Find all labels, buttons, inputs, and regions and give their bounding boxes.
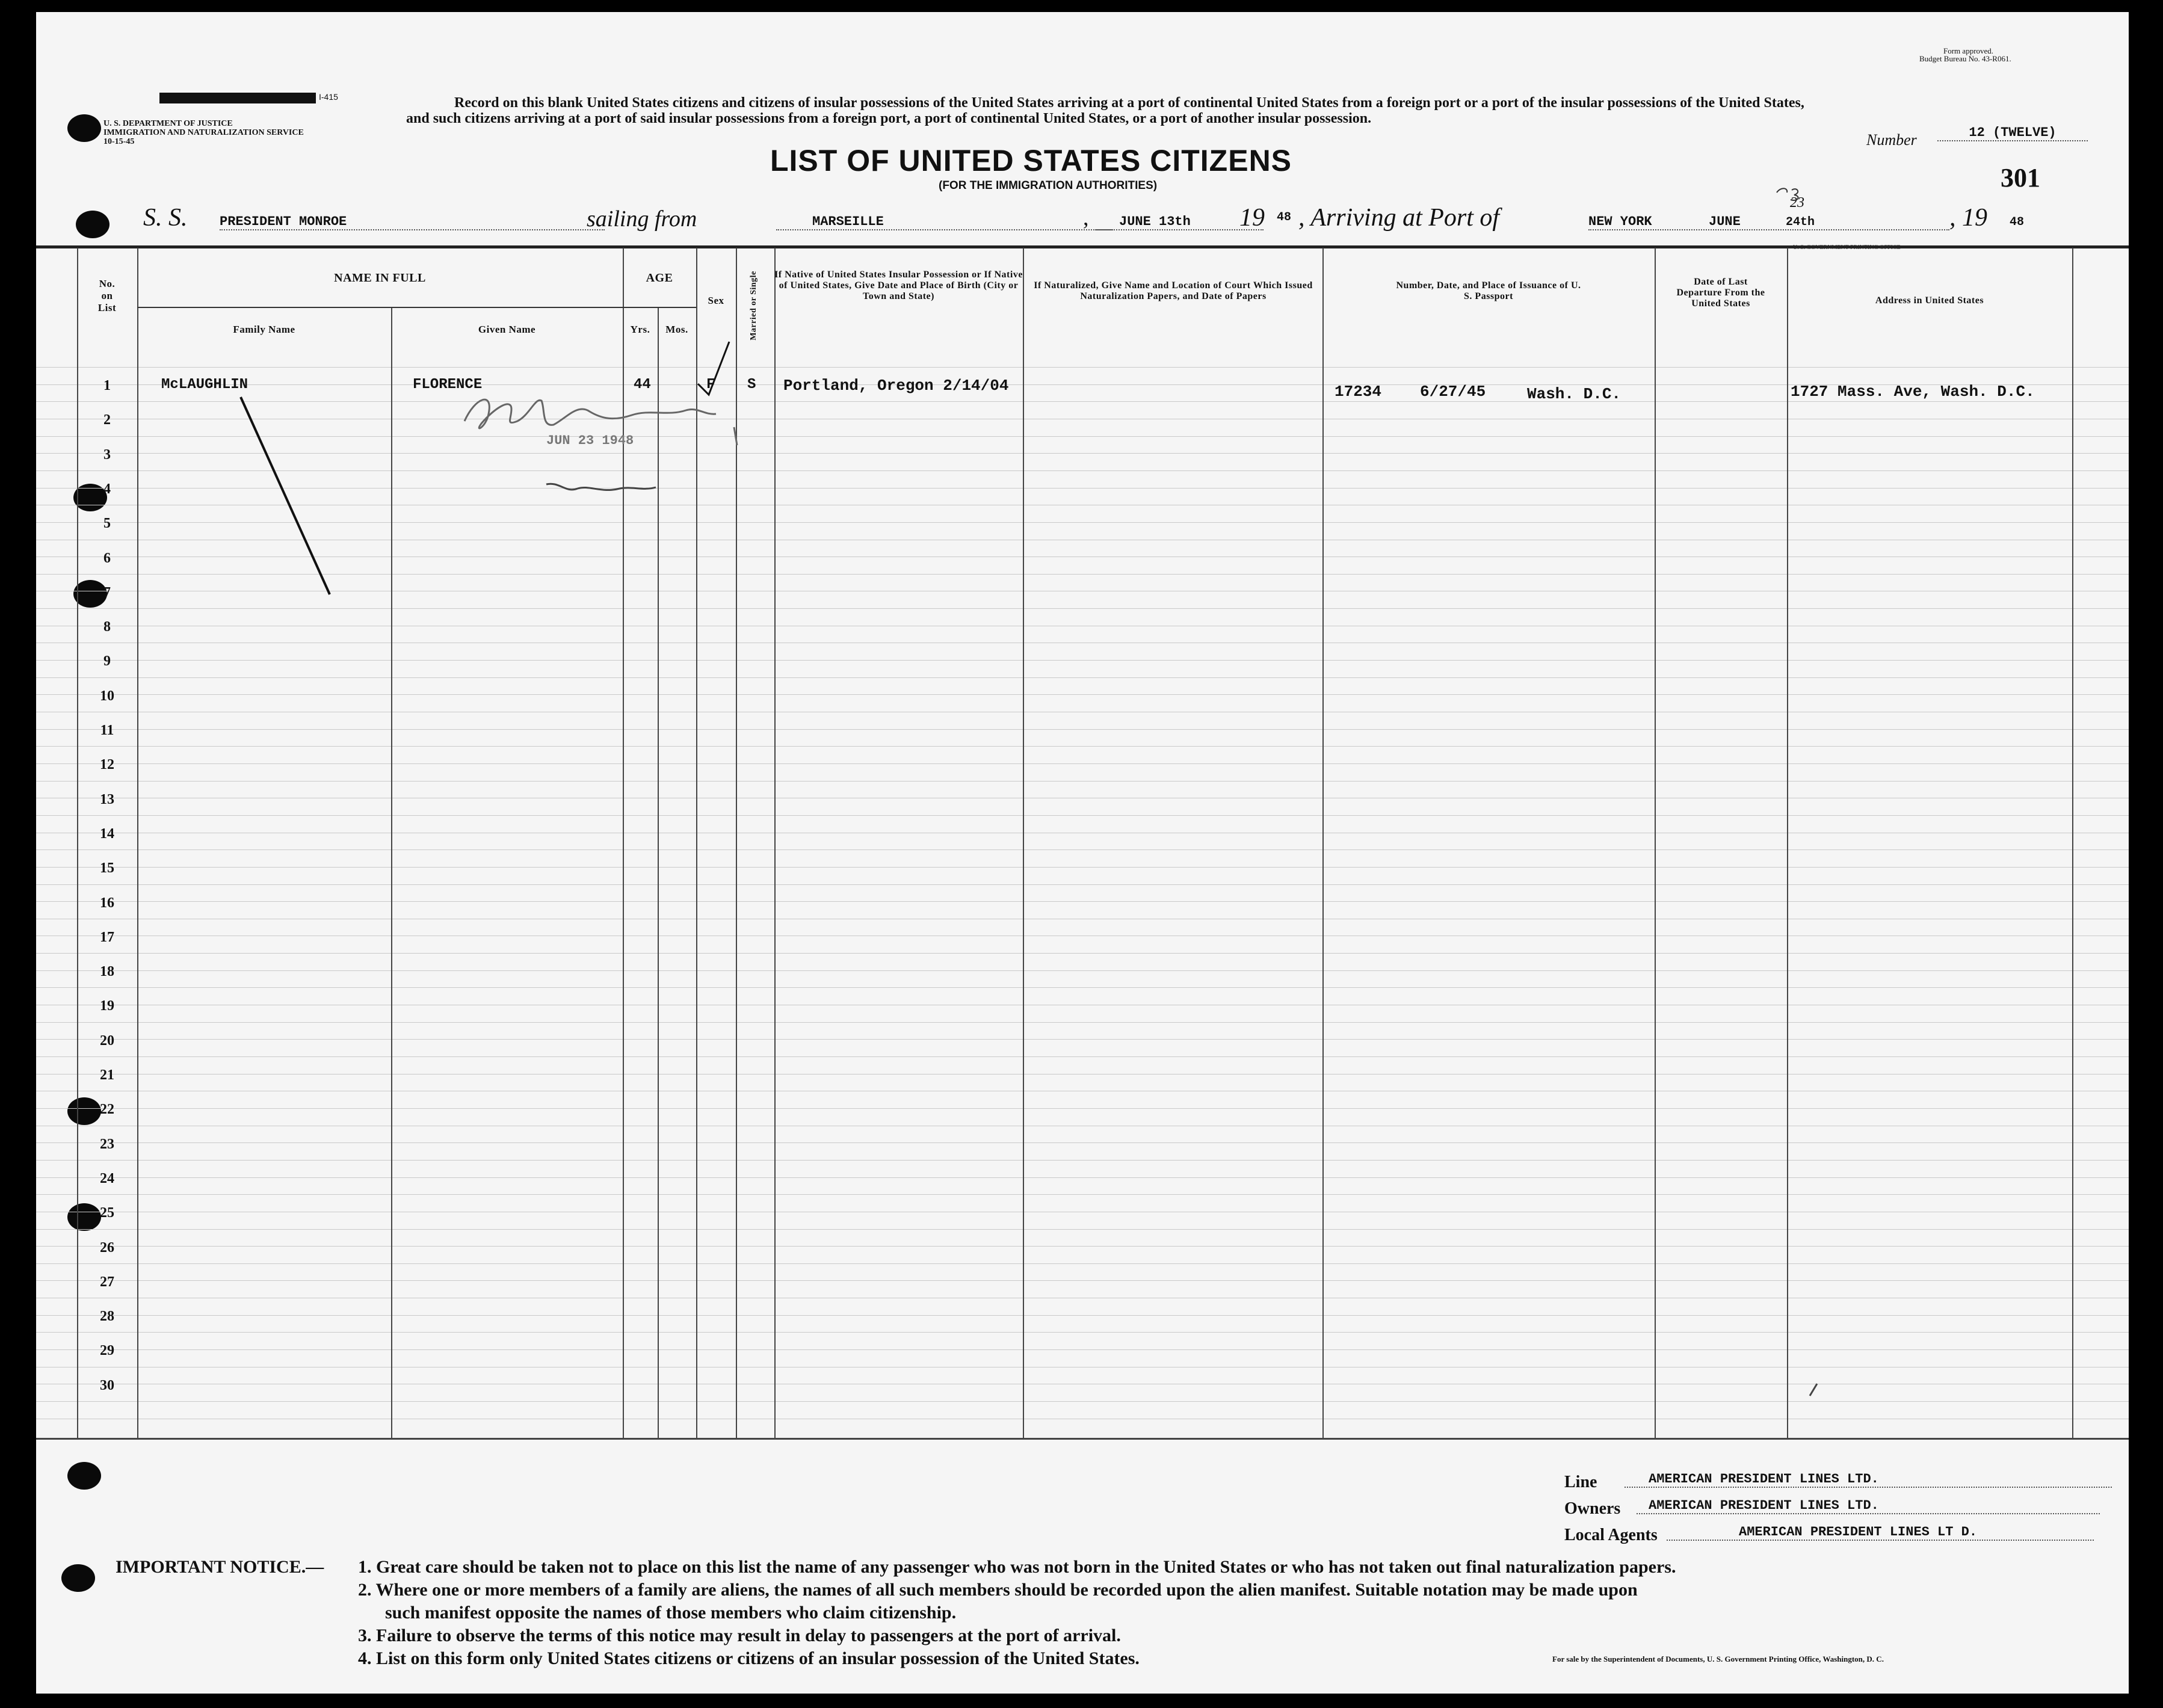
form-code: I-415 bbox=[319, 92, 338, 102]
departure-port: MARSEILLE bbox=[776, 214, 1113, 230]
line-value: AMERICAN PRESIDENT LINES LTD. bbox=[1625, 1472, 2112, 1488]
row-number: 5 bbox=[103, 516, 111, 532]
printing-office-note: For sale by the Superintendent of Documents, U. S. Government Printing Office, Washington, D. C. bbox=[1552, 1654, 1884, 1663]
col-header-naturalized: If Naturalized, Give Name and Location of Court Which Issued Naturalization Papers, and Date of Papers bbox=[1034, 280, 1313, 301]
row-number: 2 bbox=[103, 412, 111, 428]
col-header-address: Address in United States bbox=[1875, 295, 1984, 306]
row-number: 14 bbox=[100, 825, 114, 842]
entry-given-name: FLORENCE bbox=[413, 377, 483, 393]
arrival-port: NEW YORK bbox=[1588, 214, 1949, 230]
row-number: 24 bbox=[100, 1170, 114, 1186]
row-number: 18 bbox=[100, 964, 114, 980]
ship-name: PRESIDENT MONROE bbox=[220, 214, 605, 230]
entry-address: 1727 Mass. Ave, Wash. D.C. bbox=[1791, 383, 2035, 401]
entry-marital: S bbox=[747, 377, 756, 393]
row-number: 10 bbox=[100, 688, 114, 704]
col-header-last-departure: Date of Last Departure From the United States bbox=[1676, 277, 1765, 309]
notice-item-3: 3. Failure to observe the terms of this notice may result in delay to passengers at the port of arrival. bbox=[358, 1626, 1121, 1645]
row-number: 6 bbox=[103, 550, 111, 566]
form-subtitle: (FOR THE IMMIGRATION AUTHORITIES) bbox=[939, 179, 1158, 192]
row-number: 29 bbox=[100, 1343, 114, 1359]
form-title: LIST OF UNITED STATES CITIZENS bbox=[770, 144, 1292, 177]
row-number: 1 bbox=[103, 378, 111, 393]
col-header-family-name: Family Name bbox=[233, 324, 295, 335]
agency-line-2: IMMIGRATION AND NATURALIZATION SERVICE bbox=[103, 128, 304, 137]
notice-heading: IMPORTANT NOTICE.— bbox=[116, 1557, 324, 1577]
entry-passport-place: Wash. D.C. bbox=[1527, 385, 1621, 403]
owners-value: AMERICAN PRESIDENT LINES LTD. bbox=[1637, 1498, 2100, 1514]
row-number: 8 bbox=[103, 619, 111, 635]
entry-passport-number: 17234 bbox=[1335, 383, 1382, 401]
row-number: 23 bbox=[100, 1136, 114, 1152]
row-number: 7 bbox=[103, 584, 111, 600]
owners-label: Owners bbox=[1564, 1499, 1621, 1518]
entry-age-years: 44 bbox=[634, 377, 651, 393]
row-number: 30 bbox=[100, 1377, 114, 1393]
diagonal-strike-mark bbox=[241, 397, 330, 594]
ss-label: S. S. bbox=[143, 204, 188, 232]
row-number: 26 bbox=[100, 1239, 114, 1256]
col-header-sex: Sex bbox=[708, 295, 724, 306]
row-number: 11 bbox=[100, 723, 114, 738]
sailing-from-label: sailing from bbox=[587, 206, 697, 232]
departure-date: JUNE 13th bbox=[1095, 214, 1264, 230]
agents-value: AMERICAN PRESIDENT LINES LT D. bbox=[1667, 1525, 2094, 1541]
row-number: 15 bbox=[100, 860, 114, 877]
col-header-no: No. on List bbox=[97, 278, 117, 313]
entry-birthplace: Portland, Oregon 2/14/04 bbox=[783, 377, 1009, 395]
notice-item-1: 1. Great care should be taken not to place on this list the name of any passenger who was not born in the United States or who has not taken out final naturalization papers. bbox=[358, 1557, 1676, 1577]
row-number: 25 bbox=[100, 1205, 114, 1221]
departure-year-prefix: 19 bbox=[1239, 204, 1265, 232]
col-header-passport: Number, Date, and Place of Issuance of U. S. Passport bbox=[1396, 280, 1581, 301]
entry-passport-date: 6/27/45 bbox=[1420, 383, 1486, 401]
row-number: 21 bbox=[100, 1067, 114, 1083]
number-value: 12 (TWELVE) bbox=[1937, 125, 2088, 141]
entry-family-name: McLAUGHLIN bbox=[161, 377, 248, 393]
col-header-yrs: Yrs. bbox=[630, 324, 650, 335]
row-number: 27 bbox=[100, 1274, 114, 1290]
row-number: 3 bbox=[103, 446, 111, 463]
form-sheet: I-415 U. S. DEPARTMENT OF JUSTICE IMMIGRATION AND NATURALIZATION SERVICE 10-15-45 Record on this blank United States citizens and citizens of insular possessions of the United States arriving at a port of continental United States from a foreign port or a port of the insular possessions of the United States, and such citizens arriving at a port of said insular possessions from a foreign port, a port of continental United States, or a port of another insular possession. Form approved. Budget Bureau No. 43-R061. Number 12 (TWELVE) 301 LIST OF UNITED STATES CITIZENS (FOR THE IMMIGRATION AUTHORITIES) S. S. PRESIDENT MONROE sailing from MARSEILLE , JUNE 13th 19 48 , Arriving at Port of NEW YORK JUNE 24th 23 , 19 48 No. on List NAME IN FULL Family Name Given Name AGE Yrs. Mos. Sex Married or Single If Native of United States Insular Possession or If Native of United States, Give Date and Place of Birth (City or Town and State) If Naturalized, Give Name and Location of Court Which Issued Naturalization Papers, and Date of Papers Number, Date, and Place of Issuance of U. S. Passport Date of Last Departure From the United States Address in United States 1 2 3 4 5 6 7 8 9 10 11 12 13 14 15 16 17 18 19 20 21 22 23 24 25 26 27 28 29 30 McLAUGHLIN FLORENCE 44 F S Portland, Oregon 2/14/04 17234 6/27/45 Wash. D.C. 1727 Mass. Ave, Wash. D.C. JUN 23 1948 Line AMERICAN PRESIDENT LINES LTD. Owners AMERICAN PRESIDENT LINES LTD. Local Agents AMERICAN PRESIDENT LINES LT D. IMPORTANT NOTICE.— 1. Great care should be taken not to place on this list the name of any passenger who was not born in the United States or who has not taken out final naturalization papers. 2. Where one or more members of a family are aliens, the names of all such members should be recorded upon the alien manifest. Suitable notation may be made upon such manifest opposite the names of those members who claim citizenship. 3. Failure to observe the terms of this notice may result in delay to passengers at the port of arrival. 4. List on this form only United States citizens or citizens of an insular possession of the United States. For sale by the Superintendent of Documents, U. S. Government Printing Office, Washington, D. C. bbox=[36, 12, 2129, 1694]
agents-label: Local Agents bbox=[1564, 1526, 1658, 1544]
page-number: 301 bbox=[2001, 163, 2040, 193]
arrival-year-prefix: , 19 bbox=[1949, 204, 1987, 232]
instruction-text: Record on this blank United States citizens and citizens of insular possessions of the United States arriving at a port of continental United States from a foreign port or a port of the insular possessions of the United States, and such citizens arriving at a port of said insular possessions from a foreign port, a port of continental United States, or a port of another insular possession. bbox=[406, 95, 1804, 126]
agency-line-1: U. S. DEPARTMENT OF JUSTICE bbox=[103, 119, 233, 128]
notice-item-4: 4. List on this form only United States citizens or citizens of an insular possession of the United States. bbox=[358, 1648, 1140, 1668]
check-mark bbox=[698, 342, 729, 395]
row-number: 22 bbox=[100, 1102, 114, 1118]
row-number: 17 bbox=[100, 929, 114, 945]
row-number: 20 bbox=[100, 1032, 114, 1049]
arriving-label: , Arriving at Port of bbox=[1298, 204, 1500, 232]
row-number: 16 bbox=[100, 895, 114, 911]
row-number: 4 bbox=[103, 481, 111, 497]
col-header-given-name: Given Name bbox=[478, 324, 536, 335]
row-number: 9 bbox=[103, 653, 111, 670]
notice-item-2: 2. Where one or more members of a family are aliens, the names of all such members should be recorded upon the alien manifest. Suitable notation may be made upon bbox=[358, 1580, 1638, 1600]
agency-line-3: 10-15-45 bbox=[103, 137, 135, 146]
row-number: 12 bbox=[100, 757, 114, 773]
line-label: Line bbox=[1564, 1473, 1597, 1491]
handwritten-marks bbox=[36, 12, 2129, 1694]
arrival-year-suffix: 48 bbox=[2010, 215, 2025, 229]
row-number: 13 bbox=[100, 791, 114, 807]
date-stamp: JUN 23 1948 bbox=[546, 433, 634, 448]
number-label: Number bbox=[1866, 131, 1917, 149]
notice-item-2-cont: such manifest opposite the names of those members who claim citizenship. bbox=[385, 1603, 957, 1623]
col-header-age: AGE bbox=[646, 271, 673, 285]
row-number: 28 bbox=[100, 1309, 114, 1325]
arrival-day-correction: 23 bbox=[1790, 195, 1804, 211]
col-header-married-single: Married or Single bbox=[749, 271, 758, 341]
entry-sex: F bbox=[706, 377, 715, 393]
row-number: 19 bbox=[100, 998, 114, 1014]
arrival-day: 24th bbox=[1786, 215, 1815, 229]
col-header-mos: Mos. bbox=[665, 324, 688, 335]
col-header-native: If Native of United States Insular Possession or If Native of United States, Give Date and Place of Birth (City or Town and State) bbox=[774, 270, 1023, 301]
arrival-month: JUNE bbox=[1709, 214, 1741, 229]
departure-year-suffix: 48 bbox=[1277, 211, 1292, 224]
official-signature bbox=[464, 399, 716, 428]
col-header-name-in-full: NAME IN FULL bbox=[334, 271, 426, 285]
form-approval: Form approved. Budget Bureau No. 43-R061. bbox=[1919, 46, 2011, 63]
